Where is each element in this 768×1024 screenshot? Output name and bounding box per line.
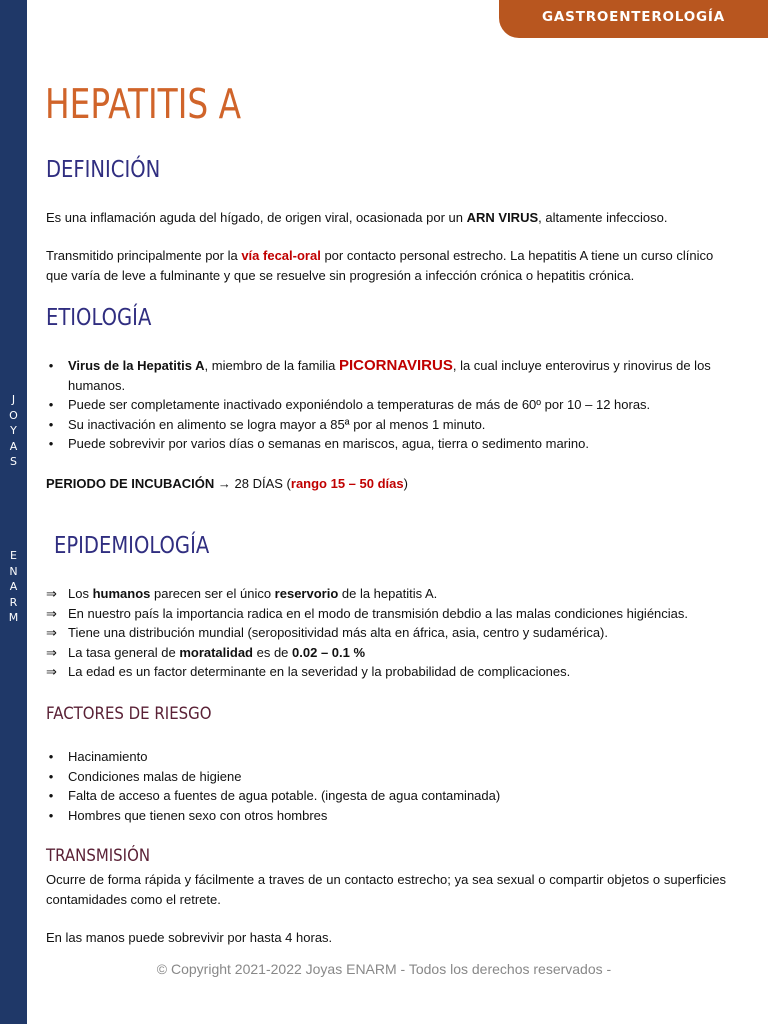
sidebar-brand-enarm — [0, 548, 27, 626]
etiologia-list — [46, 356, 726, 454]
sidebar-letter: J — [11, 393, 16, 406]
heading-etiologia: ETIOLOGÍA — [46, 305, 152, 331]
sidebar-letter: A — [9, 439, 18, 453]
list-item-text: Su inactivación en alimento se logra mayor a 85ª por al menos 1 minuto. — [68, 416, 486, 432]
text-run: Transmitido principalmente por la — [46, 248, 242, 263]
factores-list — [46, 747, 726, 825]
list-item-text: La edad es un factor determinante en la severidad y la probabilidad de complicaciones. — [68, 664, 571, 679]
text-run: de la hepatitis A. — [338, 586, 438, 601]
sidebar-letter: A — [9, 580, 18, 593]
text-bold: humanos — [92, 586, 151, 601]
epidemiologia-list — [46, 584, 726, 682]
sidebar-letter: M — [8, 611, 19, 624]
list-item-text: Hombres que tienen sexo con otros hombres — [68, 807, 328, 823]
definicion-paragraph-1 — [46, 208, 726, 228]
arrow-icon: ⇒ — [46, 644, 57, 660]
list-item-text: Puede sobrevivir por varios días o semanas en mariscos, agua, tierra o sedimento marino. — [68, 436, 589, 451]
sidebar-letter: E — [10, 549, 17, 562]
arrow-icon: ⇒ — [46, 586, 57, 601]
text-bold: PERIODO DE INCUBACIÓN — [46, 476, 215, 491]
text-highlight: PICORNAVIRUS — [338, 357, 453, 374]
bullet-icon: • — [48, 416, 54, 432]
list-item — [46, 395, 726, 415]
list-item — [46, 786, 726, 806]
list-item — [46, 662, 726, 682]
list-item-text: Tiene una distribución mundial (seropositividad más alta en áfrica, asia, centro y sudamérica). — [68, 625, 609, 640]
list-item — [46, 767, 726, 787]
text-run: por contacto personal estrecho. La hepatitis A tiene un curso clínico que varía de leve a fulminante y que se resuelve sin progresión a infección crónica o hepatitis crónica. — [46, 248, 714, 283]
text-bold: moratalidad — [179, 644, 253, 660]
text-run: parecen ser el único — [150, 586, 275, 601]
sidebar-letter: N — [9, 564, 18, 578]
heading-epidemiologia: EPIDEMIOLOGÍA — [54, 533, 210, 559]
text-highlight: rango 15 – 50 días — [290, 476, 404, 491]
list-item-text: Puede ser completamente inactivado exponiéndolo a temperaturas de más de 60º por 10 – 12 horas. — [68, 397, 651, 412]
text-bold: ARN VIRUS — [466, 210, 539, 225]
arrow-right-icon: → — [217, 476, 231, 491]
text-run: , altamente infeccioso. — [538, 210, 668, 225]
heading-transmision: TRANSMISIÓN — [46, 846, 151, 866]
text-run: es de — [253, 644, 293, 660]
transmision-paragraph-1: Ocurre de forma rápida y fácilmente a traves de un contacto estrecho; ya sea sexual o compartir objetos o superficies contamidades como el retrete. — [46, 872, 726, 907]
list-item — [46, 434, 726, 454]
list-item-text: Falta de acceso a fuentes de agua potable. (ingesta de agua contaminada) — [68, 788, 501, 803]
list-item — [46, 356, 726, 395]
text-run: Es una inflamación aguda del hígado, de origen viral, ocasionada por un — [46, 210, 467, 225]
sidebar-brand-joyas — [0, 392, 27, 470]
list-item — [46, 643, 726, 663]
list-item — [46, 623, 726, 643]
text-run: Los — [68, 586, 93, 601]
copyright-footer: © Copyright 2021-2022 Joyas ENARM - Todos los derechos reservados - — [156, 961, 612, 977]
bullet-icon: • — [48, 749, 54, 764]
list-item — [46, 747, 726, 767]
arrow-icon: ⇒ — [46, 605, 57, 621]
section-tab: GASTROENTEROLOGÍA — [499, 0, 768, 38]
sidebar — [0, 0, 27, 1024]
list-item — [46, 584, 726, 604]
arrow-icon: ⇒ — [46, 625, 57, 640]
heading-factores-riesgo: FACTORES DE RIESGO — [46, 704, 212, 724]
bullet-icon: • — [48, 768, 54, 784]
list-item-text: Condiciones malas de higiene — [68, 768, 242, 784]
bullet-icon: • — [48, 397, 54, 412]
sidebar-letter: R — [9, 595, 18, 609]
text-bold: reservorio — [274, 586, 339, 601]
sidebar-letter: Y — [10, 424, 17, 437]
bullet-icon: • — [48, 436, 54, 451]
text-run: ) — [403, 476, 408, 491]
text-bold: Virus de la Hepatitis A — [68, 358, 205, 373]
list-item-text: Hacinamiento — [68, 749, 148, 764]
list-item — [46, 415, 726, 435]
list-item-text: En nuestro país la importancia radica en el modo de transmisión debdio a las malas condiciones higiéncias. — [68, 605, 689, 621]
bullet-icon: • — [48, 358, 54, 373]
definicion-paragraph-2 — [46, 246, 726, 285]
list-item — [46, 806, 726, 826]
text-run: 28 DÍAS ( — [230, 476, 291, 491]
arrow-icon: ⇒ — [46, 664, 57, 679]
text-highlight: vía fecal-oral — [241, 248, 321, 263]
heading-definicion: DEFINICIÓN — [46, 157, 161, 183]
bullet-icon: • — [48, 788, 54, 803]
sidebar-letter: O — [9, 408, 18, 422]
sidebar-letter: S — [10, 455, 17, 468]
transmision-paragraph-2: En las manos puede sobrevivir por hasta 4 horas. — [46, 930, 333, 945]
text-run: , miembro de la familia — [204, 358, 339, 373]
text-bold: 0.02 – 0.1 % — [292, 644, 366, 660]
page-title: HEPATITIS A — [45, 80, 242, 128]
bullet-icon: • — [48, 807, 54, 823]
text-run: , la cual incluye enterovirus y rinovirus de los humanos. — [68, 358, 711, 393]
list-item — [46, 604, 726, 624]
incubation-period — [46, 474, 726, 494]
text-run: La tasa general de — [68, 644, 180, 660]
